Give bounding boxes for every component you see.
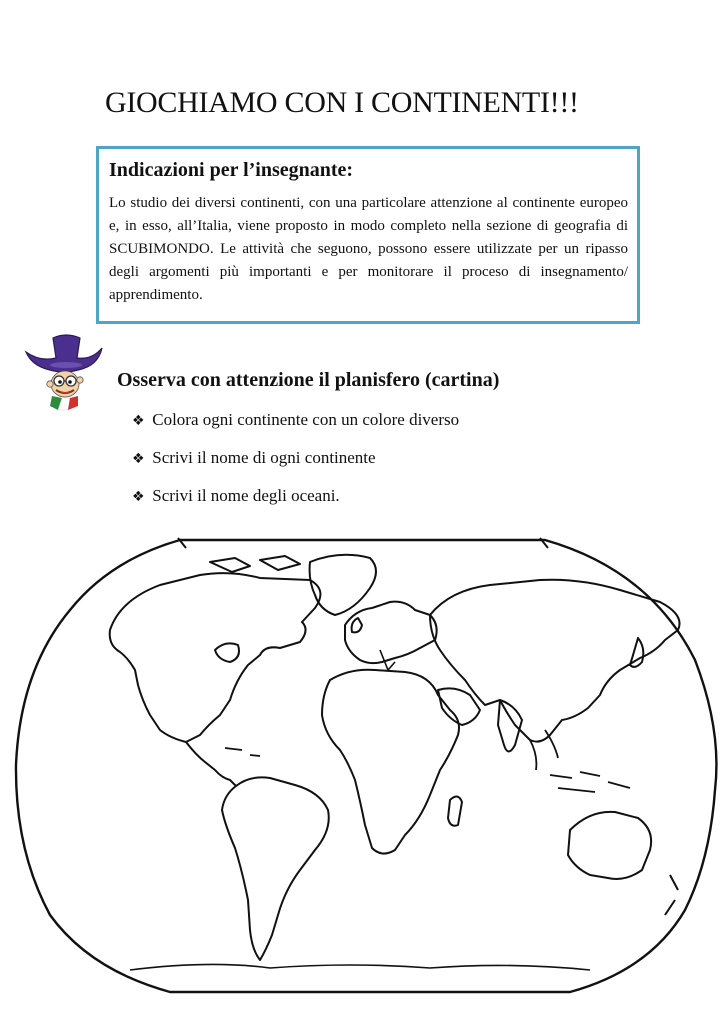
task-item-label: Colora ogni continente con un colore diverso	[152, 410, 460, 429]
mascot-icon	[22, 332, 106, 412]
task-item	[132, 485, 459, 523]
diamond-bullet-icon: ❖	[132, 413, 145, 429]
task-item	[132, 409, 459, 447]
diamond-bullet-icon: ❖	[132, 451, 145, 467]
teacher-instructions-text: Lo studio dei diversi continenti, con una particolare attenzione al continente europeo e, in esso, all’Italia, viene proposto in modo completo nella sezione di geografia di SCUBIMONDO. Le attività che seguono, possono essere utilizzate per un ripasso degli argomenti più importanti e per monitorare il proceso di insegnamento/ apprendimento.	[109, 195, 628, 303]
world-map-icon	[10, 530, 722, 1000]
task-item-label: Scrivi il nome di ogni continente	[152, 448, 376, 467]
task-item-label: Scrivi il nome degli oceani.	[152, 486, 340, 505]
teacher-instructions-box	[96, 146, 640, 324]
page-title: GIOCHIAMO CON I CONTINENTI!!!	[105, 86, 579, 119]
diamond-bullet-icon: ❖	[132, 489, 145, 505]
teacher-instructions-heading: Indicazioni per l’insegnante:	[109, 159, 354, 181]
task-item	[132, 447, 459, 485]
task-list	[132, 409, 459, 523]
task-heading: Osserva con attenzione il planisfero (cartina)	[117, 369, 500, 391]
